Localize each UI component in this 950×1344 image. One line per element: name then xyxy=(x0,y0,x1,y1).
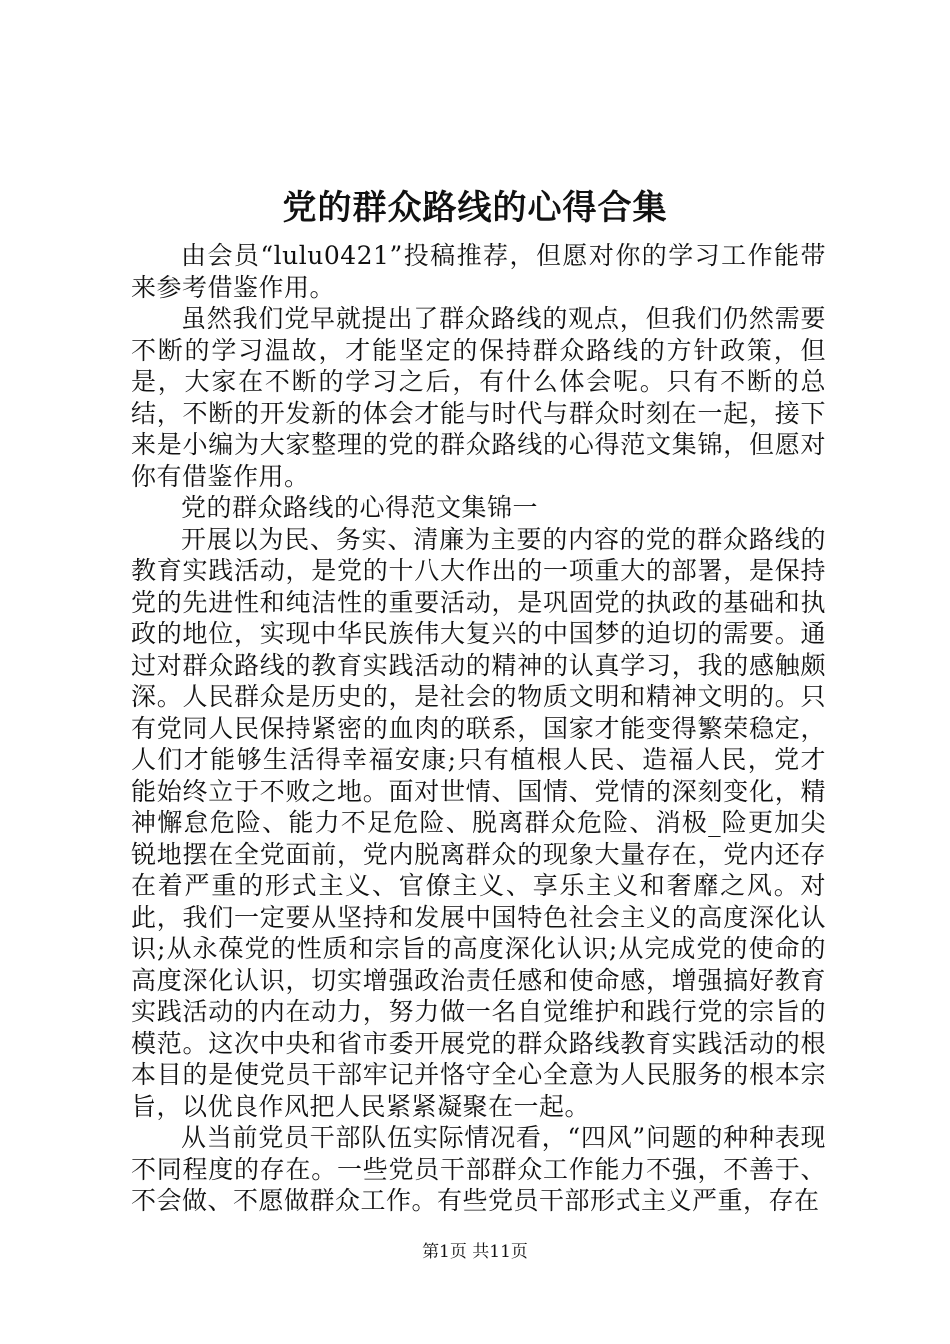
body-paragraph: 开展以为民、务实、清廉为主要的内容的党的群众路线的教育实践活动，是党的十八大作出的一项重大的部署，是保持党的先进性和纯洁性的重要活动，是巩固党的执政的基础和执政的地位，实现中华民族伟大复兴的中国梦的迫切的需要。通过对群众路线的教育实践活动的精神的认真学习，我的感触颇深。人民群众是历史的，是社会的物质文明和精神文明的。只有党同人民保持紧密的血肉的联系，国家才能变得繁荣稳定，人们才能够生活得幸福安康;只有植根人民、造福人民，党才能始终立于不败之地。面对世情、国情、党情的深刻变化，精神懈怠危险、能力不足危险、脱离群众危险、消极_险更加尖锐地摆在全党面前，党内脱离群众的现象大量存在，党内还存在着严重的形式主义、官僚主义、享乐主义和奢靡之风。对此，我们一定要从坚持和发展中国特色社会主义的高度深化认识;从永葆党的性质和宗旨的高度深化认识;从完成党的使命的高度深化认识，切实增强政治责任感和使命感，增强搞好教育实践活动的内在动力，努力做一名自觉维护和践行党的宗旨的模范。这次中央和省市委开展党的群众路线教育实践活动的根本目的是使党员干部牢记并恪守全心全意为人民服务的根本宗旨，以优良作风把人民紧紧凝聚在一起。 xyxy=(131,524,826,1121)
body-paragraph: 从当前党员干部队伍实际情况看，“四风”问题的种种表现不同程度的存在。一些党员干部群众工作能力不强，不善于、不会做、不愿做群众工作。有些党员干部形式主义严重，存在 xyxy=(131,1123,826,1215)
preface-paragraph: 虽然我们党早就提出了群众路线的观点，但我们仍然需要不断的学习温故，才能坚定的保持群众路线的方针政策，但是，大家在不断的学习之后，有什么体会呢。只有不断的总结，不断的开发新的体会才能与时代与群众时刻在一起，接下来是小编为大家整理的党的群众路线的心得范文集锦，但愿对你有借鉴作用。 xyxy=(131,304,826,491)
document-body xyxy=(131,240,826,1217)
intro-paragraph: 由会员“lulu0421”投稿推荐，但愿对你的学习工作能带来参考借鉴作用。 xyxy=(131,241,826,302)
page-footer: 第1页 共11页 xyxy=(422,1242,528,1262)
document-title: 党的群众路线的心得合集 xyxy=(282,188,668,228)
section-heading: 党的群众路线的心得范文集锦一 xyxy=(181,493,539,522)
